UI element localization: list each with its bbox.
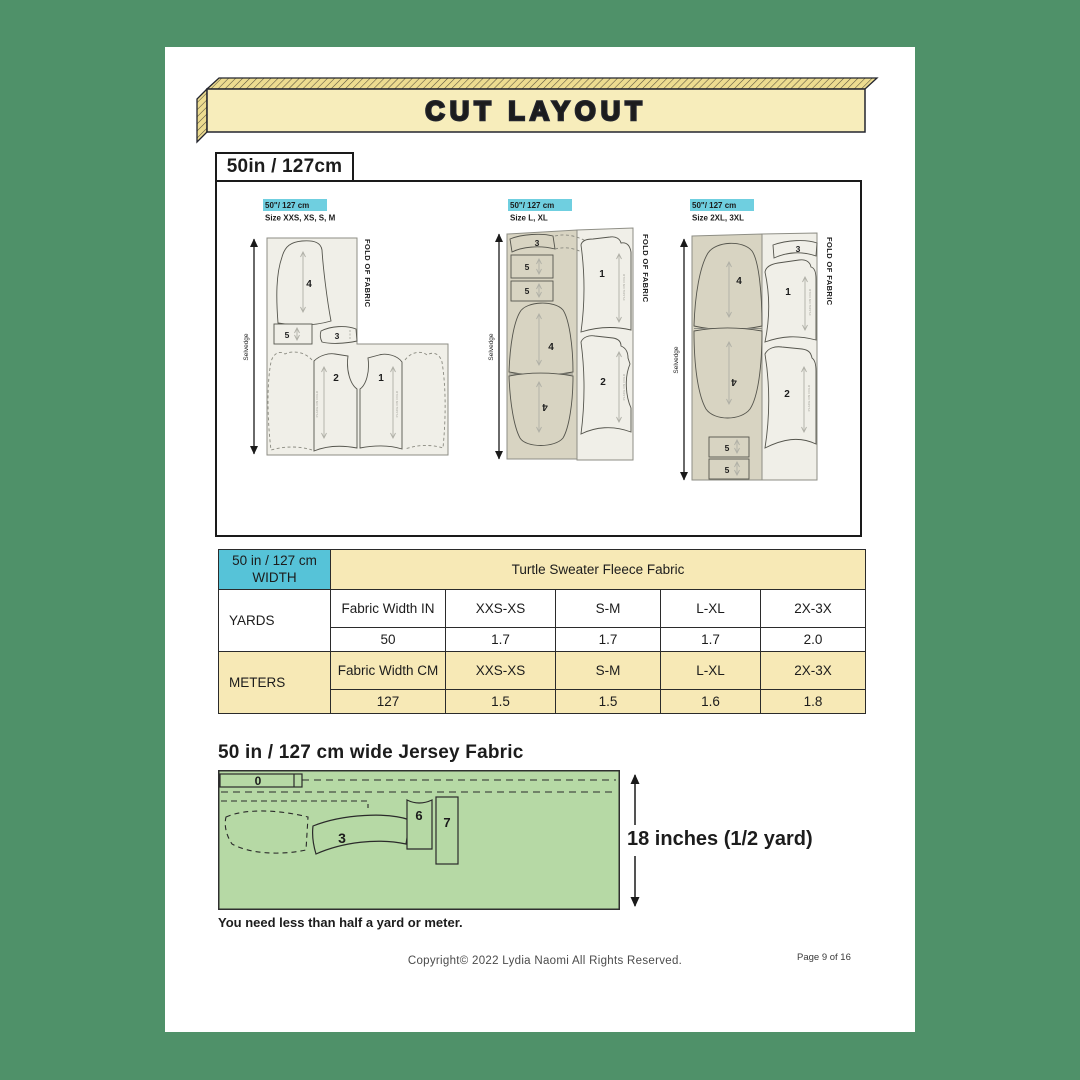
panel-xxs-m [243,199,448,455]
piece-number: 5 [524,286,530,296]
pattern-piece-cuff [511,281,553,301]
panel-2xl-3xl [673,199,834,480]
piece-number: 5 [524,262,530,272]
piece-number: 4 [731,376,737,387]
banner-left-face [197,89,207,142]
size-header: 2X-3X [761,652,866,690]
copyright-text: Copyright© 2022 Lydia Naomi All Rights Reserved. [407,955,683,967]
pattern-piece-sleeve [694,328,762,418]
banner-top-face [207,78,877,89]
place-on-fold-label: PLACE ON FOLD [622,273,626,301]
piece-number: 1 [599,269,605,280]
piece-number: 6 [415,808,423,823]
fabric-width-in-value: 50 [331,628,446,652]
piece-number: 0 [254,774,262,788]
cut-layout-diagrams [215,180,862,537]
piece-number: 5 [284,330,290,340]
size-header: L-XL [661,590,761,628]
piece-number: 3 [334,331,340,341]
piece-number: 2 [333,373,339,384]
piece-number: 1 [378,373,384,384]
page-number: Page 9 of 16 [797,952,851,963]
size-header: XXS-XS [446,590,556,628]
yardage-value: 1.7 [446,628,556,652]
meters-row-label: METERS [219,652,331,714]
piece-number: 7 [443,815,451,830]
table-fabric-header: Turtle Sweater Fleece Fabric [331,550,866,590]
size-header: L-XL [661,652,761,690]
yardage-value: 1.7 [556,628,661,652]
piece-number: 4 [548,342,554,353]
piece-number: 4 [736,276,742,287]
meterage-value: 1.5 [556,690,661,714]
fabric-width-cm-label: Fabric Width CM [331,652,446,690]
cut-layout-banner [189,75,879,145]
piece-number: 5 [724,443,730,453]
fabric-width-cm-value: 127 [331,690,446,714]
piece-number: 3 [534,238,540,248]
panel-size-label: Size 2XL, 3XL [692,213,745,223]
document-page [165,47,915,1032]
size-header: S-M [556,590,661,628]
cut-layout-svg [217,182,864,539]
jersey-note: You need less than half a yard or meter. [218,915,463,930]
place-on-fold-label: PLACE ON FOLD [395,390,399,418]
place-on-fold-label: PLACE ON FOLD [807,384,811,412]
yardage-value: 2.0 [761,628,866,652]
panel-width-label: 50"/ 127 cm [265,201,310,210]
selvedge-label: Selvedge [488,333,495,361]
place-on-fold-label: PLACE ON FOLD [808,288,812,316]
pattern-piece-sleeve [509,373,573,446]
size-header: XXS-XS [446,652,556,690]
panel-width-label: 50"/ 127 cm [510,201,555,210]
piece-number: 2 [784,389,790,400]
size-header: S-M [556,652,661,690]
piece-number: 2 [600,377,606,388]
fold-of-fabric-label: FOLD OF FABRIC [825,237,834,306]
yardage-value: 1.7 [661,628,761,652]
piece-number: 4 [306,279,312,290]
piece-number: 1 [785,287,791,298]
yardage-table [218,549,866,714]
panel-size-label: Size XXS, XS, S, M [265,213,336,223]
pattern-piece-cuff [274,324,312,344]
jersey-layout-diagram [218,770,620,910]
table-width-header: 50 in / 127 cm WIDTH [219,550,331,590]
piece-number: 5 [724,465,730,475]
jersey-height-label: 18 inches (1/2 yard) [627,828,813,850]
fold-of-fabric-label: FOLD OF FABRIC [641,234,650,303]
selvedge-label: Selvedge [673,346,680,374]
place-on-fold-label: PLACE ON FOLD [315,390,319,418]
fabric-width-tab: 50in / 127cm [215,152,354,182]
meterage-value: 1.5 [446,690,556,714]
size-header: 2X-3X [761,590,866,628]
panel-size-label: Size L, XL [510,213,548,223]
meterage-value: 1.6 [661,690,761,714]
panel-l-xl [488,199,650,460]
fold-of-fabric-label: FOLD OF FABRIC [363,239,372,308]
fabric-width-in-label: Fabric Width IN [331,590,446,628]
meterage-value: 1.8 [761,690,866,714]
pattern-piece-cuff [511,255,553,278]
yards-row-label: YARDS [219,590,331,652]
place-on-fold-label: PLACE ON FOLD [622,373,626,401]
piece-number: 3 [338,830,346,846]
piece-number: 4 [542,401,548,412]
pattern-piece-binding [436,797,458,864]
panel-width-label: 50"/ 127 cm [692,201,737,210]
selvedge-label: Selvedge [243,333,250,361]
pattern-piece-sleeve [509,303,573,375]
piece-number: 3 [795,244,801,254]
banner-title: CUT LAYOUT [425,96,647,126]
jersey-heading: 50 in / 127 cm wide Jersey Fabric [218,742,524,763]
